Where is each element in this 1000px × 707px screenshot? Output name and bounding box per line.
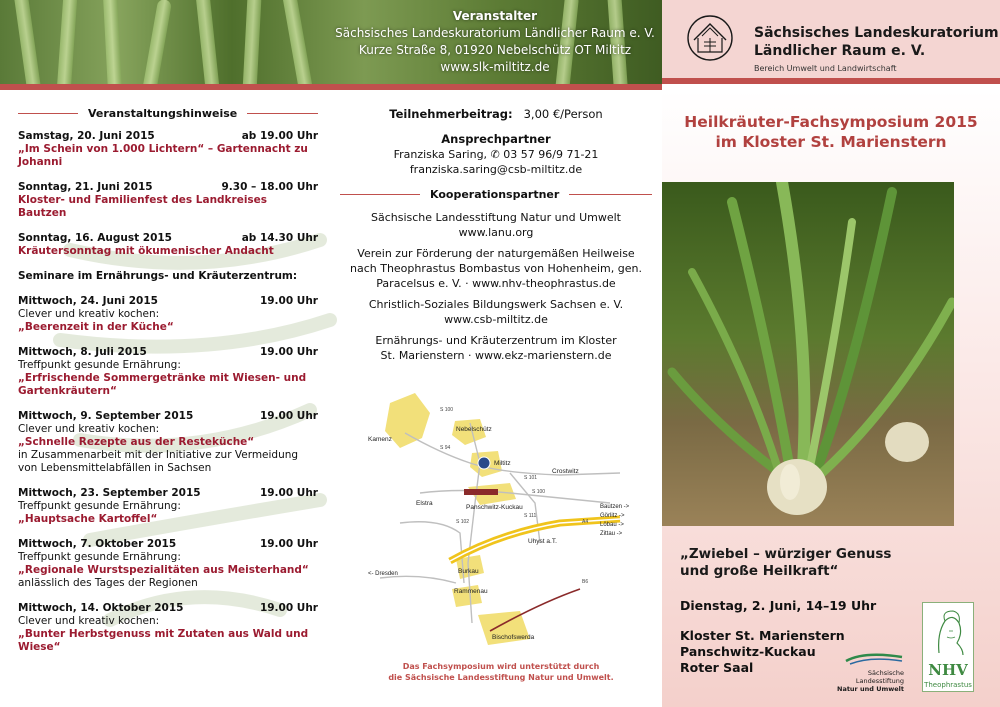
- map-town-label: Miltitz: [494, 460, 511, 467]
- seminar-date-line: [18, 295, 318, 308]
- organizer-block: [330, 8, 660, 76]
- event-date-line: [18, 181, 318, 194]
- map-town-label: Burkau: [458, 568, 479, 575]
- organizer-address: Kurze Straße 8, 01920 Nebelschütz OT Miltitz: [358, 43, 632, 57]
- event-item: [18, 232, 318, 258]
- map-town-label: Uhyst a.T.: [528, 538, 557, 545]
- map-road: [400, 522, 464, 583]
- events-heading: Veranstaltungshinweise: [18, 107, 318, 120]
- partners-heading: Kooperationspartner: [340, 187, 652, 202]
- seminar-date-line: [18, 538, 318, 551]
- seminar-title: „Beerenzeit in der Küche“: [18, 321, 174, 333]
- map-direction-label: Görlitz ->: [600, 513, 625, 519]
- seminar-date-line: [18, 346, 318, 359]
- seminar-item: [18, 346, 318, 398]
- event-date: Sonntag, 16. August 2015: [18, 232, 172, 244]
- sponsor-logo: [832, 650, 904, 693]
- map-direction-label: Bautzen ->: [600, 504, 630, 510]
- seminar-date: Mittwoch, 7. Oktober 2015: [18, 538, 177, 550]
- event-item: [18, 130, 318, 169]
- organizer-title: Veranstalter: [452, 9, 538, 23]
- miltitz-marker-icon: [478, 457, 490, 469]
- event-title: Kräutersonntag mit ökumenischer Andacht: [18, 245, 274, 257]
- seminar-extra: anlässlich des Tages der Regionen: [18, 577, 198, 589]
- partner-line: Paracelsus e. V. · www.nhv-theophrastus.de: [376, 277, 616, 290]
- seminar-time: 19.00 Uhr: [259, 538, 318, 550]
- wave-logo-icon: [844, 651, 904, 665]
- organizer-website: www.slk-miltitz.de: [440, 60, 550, 74]
- events-list: [18, 130, 318, 258]
- map-caption: Das Fachsymposium wird unterstützt durch die Sächsische Landesstiftung Natur und Umwelt.: [388, 662, 614, 682]
- map-direction-label: <- Dresden: [368, 571, 398, 577]
- event-time: ab 14.30 Uhr: [241, 232, 318, 244]
- seminar-intro: Clever und kreativ kochen:: [18, 308, 160, 320]
- fee-value: 3,00 €/Person: [523, 107, 603, 121]
- sponsor-text: Sächsische Landesstiftung Natur und Umwelt: [837, 669, 904, 693]
- portrait-icon: [923, 603, 973, 663]
- seminar-time: 19.00 Uhr: [259, 602, 318, 614]
- header-divider: [662, 78, 1000, 84]
- event-date: Sonntag, 21. Juni 2015: [18, 181, 153, 193]
- seminar-title: „Regionale Wurstspezialitäten aus Meisterhand“: [18, 564, 309, 576]
- partner-item: [340, 246, 652, 291]
- kloster-marker: [464, 489, 498, 495]
- seminar-time: 19.00 Uhr: [259, 487, 318, 499]
- seminar-item: [18, 410, 318, 475]
- event-date-line: [18, 232, 318, 245]
- map-road-label: S 102: [456, 519, 470, 525]
- seminar-date: Mittwoch, 8. Juli 2015: [18, 346, 147, 358]
- seminar-date-line: [18, 602, 318, 615]
- event-date: Samstag, 20. Juni 2015: [18, 130, 155, 142]
- nhv-subtitle: Theophrastus: [924, 681, 972, 689]
- org-logo-name: Sächsisches Landeskuratorium Ländlicher Raum e. V.: [754, 25, 999, 59]
- org-logo-band: [662, 0, 1000, 84]
- events-column: [18, 107, 318, 666]
- symposium-date: Dienstag, 2. Juni, 14–19 Uhr: [680, 598, 877, 613]
- partner-line: www.lanu.org: [458, 226, 534, 239]
- map-town-label: Kamenz: [368, 436, 392, 443]
- seminar-intro: Treffpunkt gesunde Ernährung:: [18, 551, 181, 563]
- partner-line: www.csb-miltitz.de: [444, 313, 548, 326]
- seminar-title: „Hauptsache Kartoffel“: [18, 513, 158, 525]
- map-road-label: S 100: [532, 489, 546, 495]
- event-date-line: [18, 130, 318, 143]
- location-map: [360, 393, 642, 659]
- fee-label: Teilnehmerbeitrag:: [389, 107, 513, 121]
- map-road-label: A4: [582, 519, 589, 525]
- seminar-title: „Bunter Herbstgenuss mit Zutaten aus Wald und Wiese“: [18, 628, 309, 653]
- seminar-time: 19.00 Uhr: [259, 410, 318, 422]
- seminar-intro: Clever und kreativ kochen:: [18, 615, 160, 627]
- partner-line: Sächsische Landesstiftung Natur und Umwelt: [371, 211, 621, 224]
- seminar-date-line: [18, 487, 318, 500]
- map-road-label: S 111: [524, 513, 537, 519]
- partner-line: Verein zur Förderung der naturgemäßen Heilweise: [357, 247, 635, 260]
- contact-email: franziska.saring@csb-miltitz.de: [409, 163, 583, 176]
- seminar-time: 19.00 Uhr: [259, 346, 318, 358]
- map-town-label: Nebelschütz: [456, 426, 492, 433]
- cover-panel: [662, 90, 1000, 707]
- org-logo-subtitle: Bereich Umwelt und Landwirtschaft: [754, 64, 897, 73]
- partner-line: nach Theophrastus Bombastus von Hohenheim, gen.: [350, 262, 642, 275]
- seminar-date: Mittwoch, 9. September 2015: [18, 410, 194, 422]
- header-divider-left: [0, 84, 662, 90]
- partners-list: [340, 210, 652, 363]
- house-logo-icon: [686, 14, 734, 62]
- map-direction-label: Löbau ->: [600, 522, 624, 528]
- map-road-label: S 101: [524, 475, 538, 481]
- info-column: [340, 107, 652, 369]
- map-direction-label: Zittau ->: [600, 531, 623, 537]
- map-town-label: Elstra: [416, 500, 433, 507]
- seminar-date: Mittwoch, 14. Oktober 2015: [18, 602, 184, 614]
- nhv-logo: [922, 602, 974, 692]
- event-time: 9.30 – 18.00 Uhr: [221, 181, 318, 193]
- seminar-date: Mittwoch, 23. September 2015: [18, 487, 201, 499]
- map-town-label: Bischofswerda: [492, 634, 535, 641]
- event-title: „Im Schein von 1.000 Lichtern“ – Gartennacht zu Johanni: [18, 143, 308, 168]
- phone-icon: ✆: [490, 148, 500, 161]
- symposium-title: Heilkräuter-Fachsymposium 2015 im Kloster St. Marienstern: [684, 113, 978, 151]
- map-town-label: Panschwitz-Kuckau: [466, 504, 523, 511]
- nhv-letters: NHV: [928, 661, 968, 679]
- seminar-item: [18, 602, 318, 654]
- seminar-item: [18, 538, 318, 590]
- map-road-label: B6: [582, 579, 589, 585]
- event-title: Kloster- und Familienfest des Landkreises Bautzen: [18, 194, 268, 219]
- seminar-intro: Treffpunkt gesunde Ernährung:: [18, 500, 181, 512]
- map-town-label: Crostwitz: [552, 468, 579, 475]
- seminar-time: 19.00 Uhr: [259, 295, 318, 307]
- contact-name: Franziska Saring,: [393, 148, 488, 161]
- map-town-label: Rammenau: [454, 588, 488, 595]
- partner-item: [340, 297, 652, 327]
- seminar-date: Mittwoch, 24. Juni 2015: [18, 295, 158, 307]
- partner-item: [340, 210, 652, 240]
- symposium-venue: Kloster St. Marienstern Panschwitz-Kuckau Roter Saal: [680, 628, 845, 675]
- onion-photo: [662, 182, 954, 526]
- partner-line: Ernährungs- und Kräuterzentrum im Kloster: [375, 334, 617, 347]
- partner-item: [340, 333, 652, 363]
- seminar-title: „Erfrischende Sommergetränke mit Wiesen- und Gartenkräutern“: [18, 372, 307, 397]
- header-photo-band: [0, 0, 662, 84]
- seminars-list: [18, 295, 318, 654]
- contact-phone: 03 57 96/9 71-21: [503, 148, 599, 161]
- contact-person: [340, 147, 652, 162]
- seminar-intro: Treffpunkt gesunde Ernährung:: [18, 359, 181, 371]
- seminar-item: [18, 487, 318, 526]
- seminar-title: „Schnelle Rezepte aus der Resteküche“: [18, 436, 255, 448]
- seminar-intro: Clever und kreativ kochen:: [18, 423, 160, 435]
- fee-line: [340, 107, 652, 122]
- event-item: [18, 181, 318, 220]
- map-road-label: S 94: [440, 445, 451, 451]
- organizer-name: Sächsisches Landeskuratorium Ländlicher Raum e. V.: [335, 26, 655, 40]
- seminar-extra: in Zusammenarbeit mit der Initiative zur Vermeidung von Lebensmittelabfällen in Sachsen: [18, 449, 299, 474]
- event-time: ab 19.00 Uhr: [241, 130, 318, 142]
- partner-line: St. Marienstern · www.ekz-marienstern.de: [380, 349, 612, 362]
- seminar-item: [18, 295, 318, 334]
- map-road-dresden: [380, 576, 456, 583]
- contact-title: Ansprechpartner: [441, 132, 551, 146]
- partner-line: Christlich-Soziales Bildungswerk Sachsen e. V.: [368, 298, 624, 311]
- symposium-subtitle: „Zwiebel – würziger Genuss und große Heilkraft“: [680, 546, 892, 579]
- onion-illustration: [662, 182, 954, 526]
- map-road-label: S 100: [440, 407, 454, 413]
- seminars-heading: Seminare im Ernährungs- und Kräuterzentrum:: [18, 270, 298, 282]
- map-road: [405, 433, 620, 475]
- seminar-date-line: [18, 410, 318, 423]
